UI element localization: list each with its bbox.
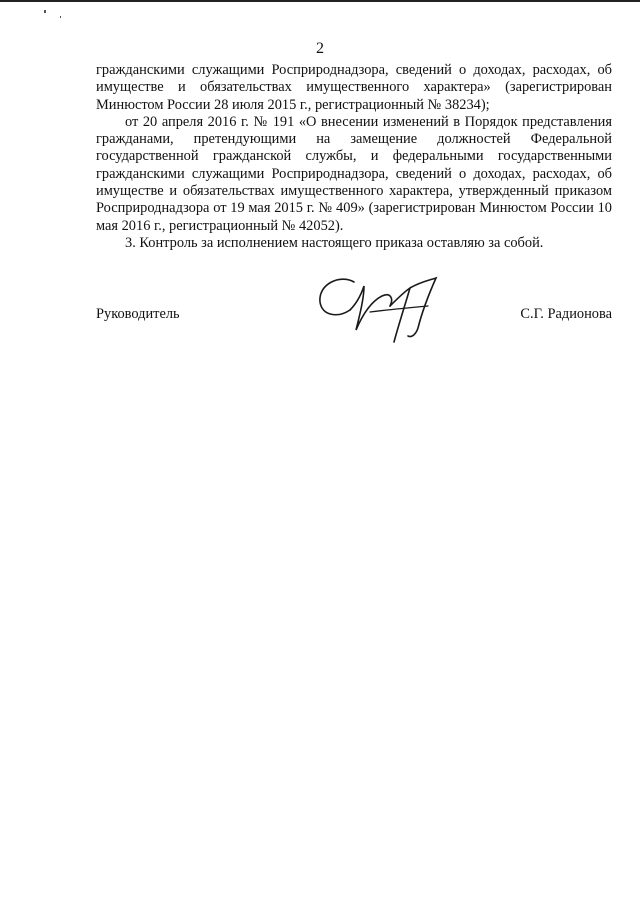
signer-role: Руководитель [96,306,180,322]
signature-block [96,270,612,350]
page-number: 2 [316,40,324,57]
paragraph-continuation: гражданскими служащими Росприроднадзора, сведений о доходах, расходах, об имуществе и обязательствах имущественного характера» (зарегистрирован Минюстом России 28 июля 2015 г., регистрационный № 38234); [96,62,612,113]
document-body [96,62,612,252]
handwritten-signature [310,272,450,350]
paragraph-order-191: от 20 апреля 2016 г. № 191 «О внесении изменений в Порядок представления гражданами, претендующими на замещение должностей Федеральной государственной гражданской службы, и федеральными государственными гражданскими служащими Росприроднадзора, сведений о доходах, расходах, об имуществе и обязательствах имущественного характера, утвержденный приказом Росприроднадзора от 19 мая 2015 г. № 409» (зарегистрирован Минюстом России 10 мая 2016 г., регистрационный № 42052). [96,113,612,234]
scan-top-edge [0,0,640,2]
paragraph-item-3: 3. Контроль за исполнением настоящего приказа оставляю за собой. [125,234,544,251]
scan-speck [44,10,46,13]
scan-speck [60,16,61,18]
signer-name: С.Г. Радионова [520,306,612,322]
